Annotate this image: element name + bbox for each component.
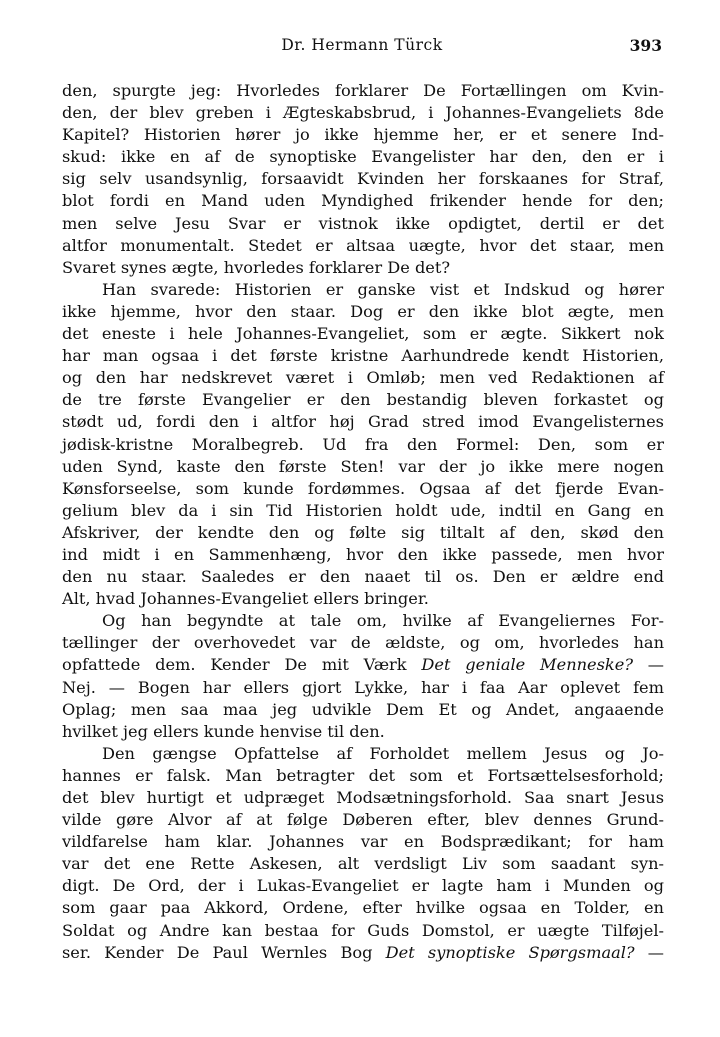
text-line: Kapitel? Historien hører jo ikke hjemme her, er et senere Ind- [62,125,664,145]
text-line: var det ene Rette Askesen, alt verdsligt Liv som saadant syn- [62,854,664,874]
text-run: ser. Kender De Paul Wernles Bog [62,942,386,962]
text-line: det eneste i hele Johannes-Evangeliet, som er ægte. Sikkert nok [62,324,664,344]
running-head [62,36,662,60]
body-text [62,80,664,964]
text-line: skud: ikke en af de synoptiske Evangelister har den, den er i [62,147,664,167]
text-line: vilde gøre Alvor af at følge Døberen efter, blev dennes Grund- [62,810,664,830]
text-line: Han svarede: Historien er ganske vist et Indskud og hører [102,279,664,299]
text-run: — [634,942,664,962]
text-line: Oplag; men saa maa jeg udvikle Dem Et og Andet, angaaende [62,699,664,719]
text-line: Kønsforseelse, som kunde fordømmes. Ogsaa af det fjerde Evan- [62,478,664,498]
text-line: ikke hjemme, hvor den staar. Dog er den ikke blot ægte, men [62,301,664,321]
text-line: jødisk-kristne Moralbegreb. Ud fra den Formel: Den, som er [62,434,664,454]
text-run: — [633,655,664,675]
text-line: det blev hurtigt et udpræget Modsætningsforhold. Saa snart Jesus [62,788,664,807]
text-line: Og han begyndte at tale om, hvilke af Evangeliernes For- [102,611,664,631]
text-line: og den har nedskrevet været i Omløb; men ved Redaktionen af [62,368,664,388]
text-line: Afskriver, der kendte den og følte sig tiltalt af den, skød den [62,522,664,542]
text-line: blot fordi en Mand uden Myndighed frikender hende for den; [62,191,664,211]
text-line: sig selv usandsynlig, forsaavidt Kvinden her forskaanes for Straf, [62,169,664,189]
text-line: gelium blev da i sin Tid Historien holdt ude, indtil en Gang en [62,500,664,520]
text-line: den, der blev greben i Ægteskabsbrud, i Johannes-Evangeliets 8de [62,103,664,123]
text-line: som gaar paa Akkord, Ordene, efter hvilke ogsaa en Tolder, en [62,898,664,918]
book-title: Det synoptiske Spørgsmaal? [385,942,635,962]
text-line: Nej. — Bogen har ellers gjort Lykke, har i faa Aar oplevet fem [62,677,664,697]
text-line: den nu staar. Saaledes er den naaet til os. Den er ældre end [62,567,664,587]
text-line: stødt ud, fordi den i altfor høj Grad stred imod Evangelisternes [62,412,664,432]
text-line: tællinger der overhovedet var de ældste, og om, hvorledes han [62,633,664,653]
book-title: Det geniale Menneske? [421,655,633,675]
text-run: opfattede dem. Kender De mit Værk [62,655,422,675]
text-line: men selve Jesu Svar er vistnok ikke opdigtet, dertil er det [62,213,664,233]
text-line: Svaret synes ægte, hvorledes forklarer De det? [62,257,451,277]
text-line: ind midt i en Sammenhæng, hvor den ikke passede, men hvor [62,544,664,564]
text-line: altfor monumentalt. Stedet er altsaa uægte, hvor det staar, men [62,235,664,255]
text-line: Den gængse Opfattelse af Forholdet mellem Jesus og Jo- [102,743,664,763]
page-number: 393 [629,36,662,55]
text-line: digt. De Ord, der i Lukas-Evangeliet er lagte ham i Munden og [62,876,664,896]
text-line: de tre første Evangelier er den bestandig bleven forkastet og [62,390,664,410]
text-line-with-title [62,654,664,676]
text-line: vildfarelse ham klar. Johannes var en Bodsprædikant; for ham [62,832,664,852]
text-line: den, spurgte jeg: Hvorledes forklarer De Fortællingen om Kvin- [62,81,664,100]
text-line: hannes er falsk. Man betragter det som et Fortsættelsesforhold; [62,765,664,785]
text-line: Alt, hvad Johannes-Evangeliet ellers bringer. [62,589,429,609]
text-line: har man ogsaa i det første kristne Aarhundrede kendt Historien, [62,346,664,366]
author-heading: Dr. Hermann Türck [281,36,443,54]
text-line: uden Synd, kaste den første Sten! var der jo ikke mere nogen [62,456,664,476]
text-line: Soldat og Andre kan bestaa for Guds Domstol, er uægte Tilføjel- [62,920,664,940]
text-line-with-title [62,942,664,964]
text-line: hvilket jeg ellers kunde henvise til den. [62,721,385,741]
